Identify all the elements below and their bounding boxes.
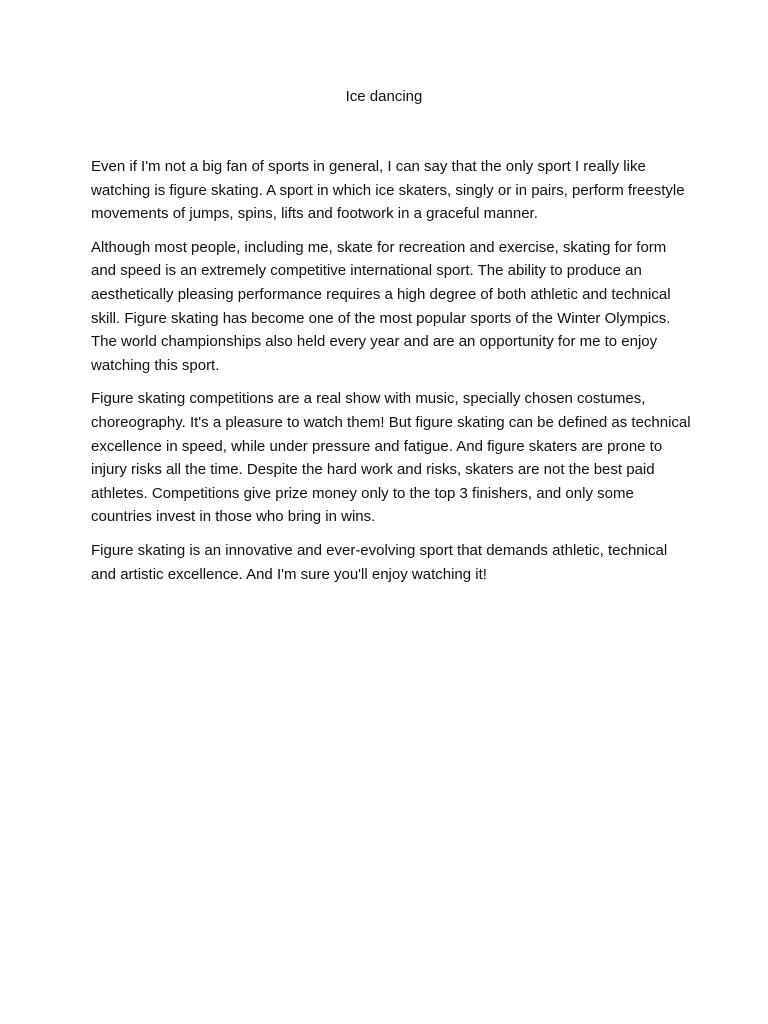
paragraph-4: Figure skating is an innovative and ever-evolving sport that demands athletic, technical and artistic excellence. And I'm sure you'll enjoy watching it! bbox=[91, 541, 668, 583]
paragraph-1: Even if I'm not a big fan of sports in general, I can say that the only sport I really like watching is figure skating. A sport in which ice skaters, singly or in pairs, perform freestyle movements of jumps, spins, lifts and footwork in a graceful manner. bbox=[91, 158, 685, 223]
paragraph-3: Figure skating competitions are a real show with music, specially chosen costumes, choreography. It's a pleasure to watch them! But figure skating can be defined as technical excellence in speed, while under pressure and fatigue. And figure skaters are prone to injury risks all the time. Despite the hard work and risks, skaters are not the best paid athletes. Competitions give prize money only to the top 3 finishers, and only some countries invest in those who bring in wins. bbox=[91, 390, 691, 526]
document-body bbox=[91, 155, 691, 596]
paragraph-2: Although most people, including me, skate for recreation and exercise, skating for form and speed is an extremely competitive international sport. The ability to produce an aesthetically pleasing performance requires a high degree of both athletic and technical skill. Figure skating has become one of the most popular sports of the Winter Olympics. The world championships also held every year and are an opportunity for me to enjoy watching this sport. bbox=[91, 238, 671, 374]
document-title: Ice dancing bbox=[345, 88, 423, 105]
